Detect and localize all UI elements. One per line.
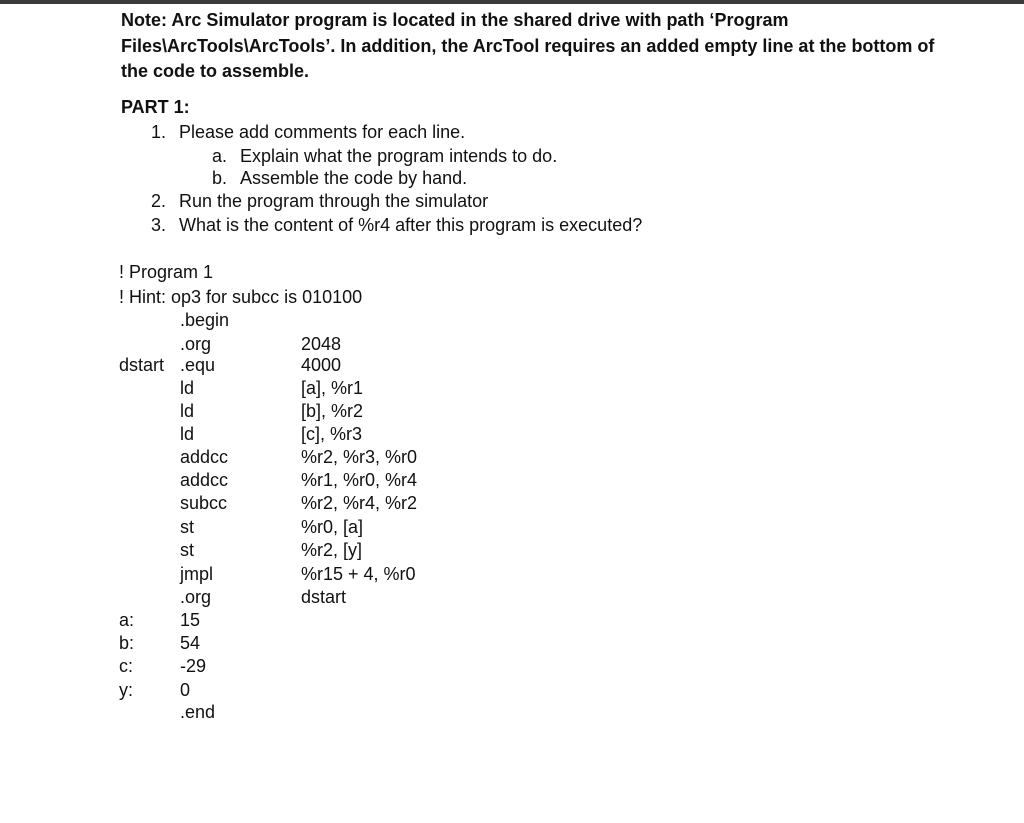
code-label: b: bbox=[119, 633, 135, 653]
code-op: .equ bbox=[180, 355, 216, 375]
code-op: .org bbox=[180, 334, 212, 354]
code-arg: [b], %r2 bbox=[301, 401, 364, 421]
code-op: .end bbox=[180, 702, 216, 722]
item-2-text: Run the program through the simulator bbox=[179, 191, 489, 211]
item-1a-letter: a. bbox=[212, 146, 228, 166]
code-op: -29 bbox=[180, 656, 207, 676]
item-1-text: Please add comments for each line. bbox=[179, 122, 466, 142]
code-arg: 2048 bbox=[301, 334, 342, 354]
code-arg: dstart bbox=[301, 587, 347, 607]
program-comment: ! Program 1 bbox=[119, 262, 214, 282]
code-op: 0 bbox=[180, 680, 191, 700]
code-arg: %r15 + 4, %r0 bbox=[301, 564, 416, 584]
code-arg: %r1, %r0, %r4 bbox=[301, 470, 418, 490]
code-arg: [c], %r3 bbox=[301, 424, 363, 444]
code-arg: %r2, %r4, %r2 bbox=[301, 493, 418, 513]
item-3-text: What is the content of %r4 after this program is executed? bbox=[179, 215, 643, 235]
code-op: jmpl bbox=[180, 564, 214, 584]
code-op: .org bbox=[180, 587, 212, 607]
code-op: addcc bbox=[180, 447, 229, 467]
code-arg: [a], %r1 bbox=[301, 378, 364, 398]
program-hint: ! Hint: op3 for subcc is 010100 bbox=[119, 287, 363, 307]
top-border bbox=[0, 0, 1024, 4]
item-1b-letter: b. bbox=[212, 168, 228, 188]
note-paragraph: Note: Arc Simulator program is located in the shared drive with path ‘Program Files\ArcTools\ArcTools’. In addition, the ArcTool requires an added empty line at the bottom of the code to assemble. bbox=[121, 10, 935, 81]
part-title: PART 1: bbox=[121, 97, 190, 117]
code-op: st bbox=[180, 517, 195, 537]
code-label: dstart bbox=[119, 355, 165, 375]
code-op: 15 bbox=[180, 610, 201, 630]
code-op: ld bbox=[180, 401, 195, 421]
code-op: ld bbox=[180, 424, 195, 444]
item-1a-text: Explain what the program intends to do. bbox=[240, 146, 558, 166]
code-label: y: bbox=[119, 680, 134, 700]
item-1b-text: Assemble the code by hand. bbox=[240, 168, 468, 188]
item-1-number: 1. bbox=[151, 122, 167, 142]
code-arg: %r2, %r3, %r0 bbox=[301, 447, 418, 467]
item-2-number: 2. bbox=[151, 191, 167, 211]
item-3-number: 3. bbox=[151, 215, 167, 235]
code-op: addcc bbox=[180, 470, 229, 490]
code-arg: 4000 bbox=[301, 355, 342, 375]
code-label: c: bbox=[119, 656, 134, 676]
code-arg: %r2, [y] bbox=[301, 540, 363, 560]
code-label: a: bbox=[119, 610, 135, 630]
code-op: .begin bbox=[180, 310, 230, 330]
code-op: 54 bbox=[180, 633, 201, 653]
code-arg: %r0, [a] bbox=[301, 517, 364, 537]
code-op: st bbox=[180, 540, 195, 560]
code-op: ld bbox=[180, 378, 195, 398]
code-op: subcc bbox=[180, 493, 228, 513]
